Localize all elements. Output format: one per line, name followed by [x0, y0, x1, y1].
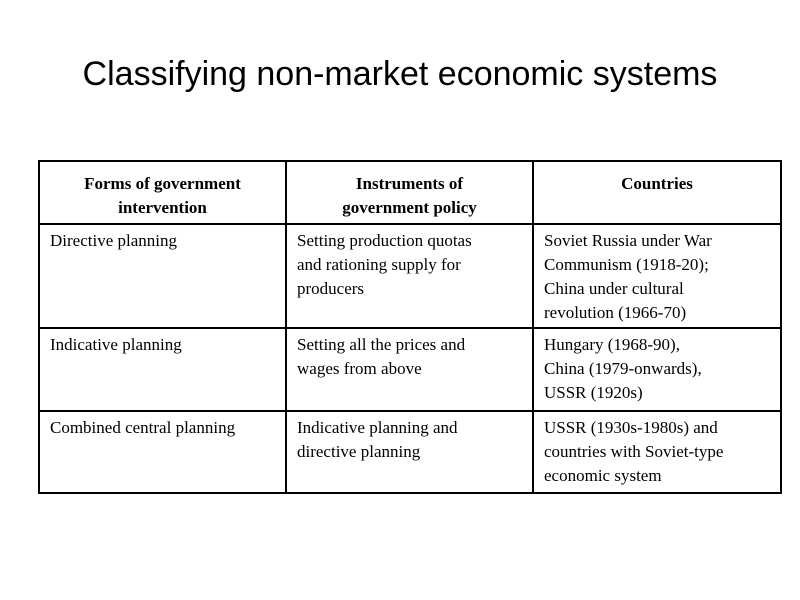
header-text-line: Instruments of: [355, 174, 464, 193]
table-row: [39, 224, 781, 328]
cell-text-line: Communism (1918-20);: [544, 255, 709, 274]
cell-text-line: Directive planning: [50, 231, 177, 250]
cell-form: [39, 411, 286, 493]
cell-text-line: China (1979-onwards),: [544, 359, 702, 378]
table-row: [39, 328, 781, 411]
cell-instruments: [286, 224, 533, 328]
header-text-line: Countries: [621, 174, 693, 193]
table-row: [39, 411, 781, 493]
cell-text-line: Indicative planning: [50, 335, 182, 354]
header-forms-of-intervention: [39, 161, 286, 224]
cell-text-line: Setting production quotas: [297, 231, 472, 250]
cell-text-line: USSR (1920s): [544, 383, 643, 402]
cell-text-line: directive planning: [297, 442, 421, 461]
header-countries: [533, 161, 781, 224]
header-instruments: [286, 161, 533, 224]
cell-text-line: countries with Soviet-type: [544, 442, 724, 461]
cell-countries: [533, 224, 781, 328]
cell-countries: [533, 328, 781, 411]
cell-text-line: wages from above: [297, 359, 422, 378]
header-text-line: Forms of government: [84, 174, 241, 193]
cell-form: [39, 224, 286, 328]
cell-text-line: Hungary (1968-90),: [544, 335, 680, 354]
cell-text-line: USSR (1930s-1980s) and: [544, 418, 718, 437]
table-header-row: [39, 161, 781, 224]
slide-title: Classifying non-market economic systems: [82, 55, 718, 93]
cell-form: [39, 328, 286, 411]
cell-text-line: Combined central planning: [50, 418, 236, 437]
cell-text-line: China under cultural: [544, 279, 684, 298]
classification-table: [38, 160, 782, 494]
cell-text-line: Setting all the prices and: [297, 335, 466, 354]
cell-text-line: Soviet Russia under War: [544, 231, 712, 250]
header-text-line: government policy: [342, 198, 477, 217]
cell-instruments: [286, 328, 533, 411]
cell-text-line: and rationing supply for: [297, 255, 461, 274]
cell-text-line: producers: [297, 279, 365, 298]
cell-text-line: revolution (1966-70): [544, 303, 687, 322]
cell-instruments: [286, 411, 533, 493]
cell-countries: [533, 411, 781, 493]
header-text-line: intervention: [118, 198, 207, 217]
cell-text-line: Indicative planning and: [297, 418, 458, 437]
cell-text-line: economic system: [544, 466, 662, 485]
